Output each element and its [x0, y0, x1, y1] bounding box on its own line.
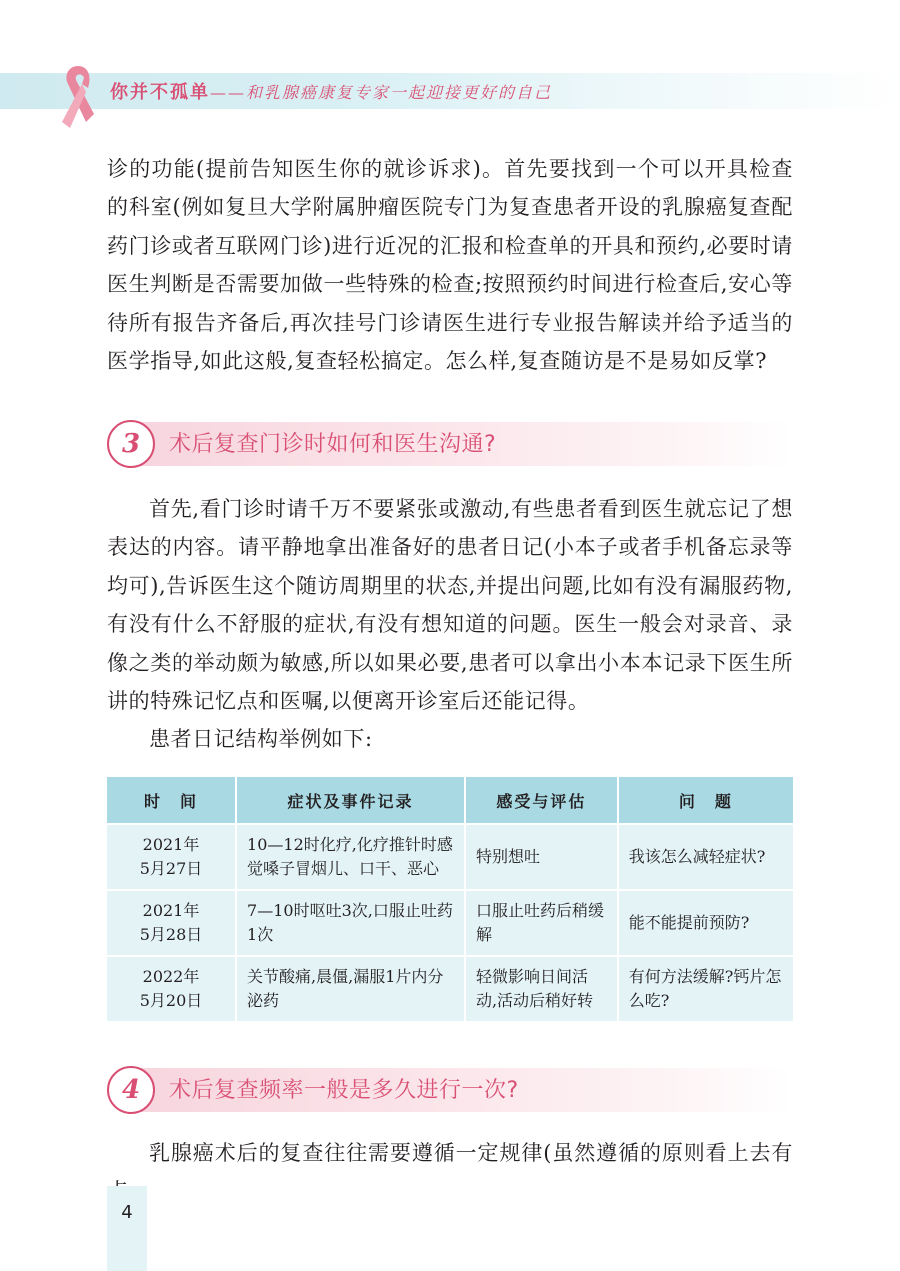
section-heading-3	[107, 420, 793, 468]
date-day: 5月27日	[139, 859, 203, 878]
cell-question: 有何方法缓解?钙片怎么吃?	[618, 956, 793, 1021]
paragraph-frequency: 乳腺癌术后的复查往往需要遵循一定规律(虽然遵循的原则看上去有	[149, 1141, 793, 1165]
table-row	[107, 890, 793, 956]
cell-feeling: 口服止吐药后稍缓解	[465, 890, 618, 956]
cell-feeling: 特别想吐	[465, 824, 618, 890]
date-day: 5月28日	[139, 925, 203, 944]
table-row	[107, 824, 793, 890]
date-year: 2021年	[142, 835, 200, 854]
running-header-title	[110, 78, 552, 104]
header-time: 时 间	[107, 777, 236, 824]
patient-diary-table	[107, 777, 793, 1021]
book-subtitle: ——和乳腺癌康复专家一起迎接更好的自己	[210, 83, 553, 102]
paragraph-communication: 首先,看门诊时请千万不要紧张或激动,有些患者看到医生就忘记了想表达的内容。请平静地拿出准备好的患者日记(小本子或者手机备忘录等均可),告诉医生这个随访周期里的状态,并提出问题,比如有没有漏服药物,有没有什么不舒服的症状,有没有想知道的问题。医生一般会对录音、录像之类的举动颇为敏感,所以如果必要,患者可以拿出小本本记录下医生所讲的特殊记忆点和医嘱,以便离开诊室后还能记得。	[107, 497, 793, 714]
date-day: 5月20日	[139, 991, 203, 1010]
section-number-badge: 3	[107, 420, 155, 468]
table-header-row	[107, 777, 793, 824]
cell-date	[107, 824, 236, 890]
section-title: 术后复查频率一般是多久进行一次?	[169, 1078, 519, 1103]
paragraph-diary-intro: 患者日记结构举例如下:	[149, 727, 373, 751]
cell-question: 能不能提前预防?	[618, 890, 793, 956]
cell-symptoms: 10—12时化疗,化疗推针时感觉嗓子冒烟儿、口干、恶心	[236, 824, 465, 890]
paragraph-continuation: 诊的功能(提前告知医生你的就诊诉求)。首先要找到一个可以开具检查的科室(例如复旦大学附属肿瘤医院专门为复查患者开设的乳腺癌复查配药门诊或者互联网门诊)进行近况的汇报和检查单的开具和预约,必要时请医生判断是否需要加做一些特殊的检查;按照预约时间进行检查后,安心等待所有报告齐备后,再次挂号门诊请医生进行专业报告解读并给予适当的医学指导,如此这般,复查轻松搞定。怎么样,复查随访是不是易如反掌?	[107, 157, 793, 374]
page-number-tab	[107, 1186, 147, 1271]
section-heading-4	[107, 1066, 793, 1114]
header-symptoms: 症状及事件记录	[236, 777, 465, 824]
cell-symptoms: 7—10时呕吐3次,口服止吐药1次	[236, 890, 465, 956]
cell-date	[107, 890, 236, 956]
header-feeling: 感受与评估	[465, 777, 618, 824]
cell-symptoms: 关节酸痛,晨僵,漏服1片内分泌药	[236, 956, 465, 1021]
header-question: 问 题	[618, 777, 793, 824]
book-title: 你并不孤单	[110, 82, 210, 103]
date-year: 2021年	[142, 901, 200, 920]
cell-date	[107, 956, 236, 1021]
section-number-badge: 4	[107, 1066, 155, 1114]
page-number: 4	[121, 1202, 133, 1223]
section-title: 术后复查门诊时如何和医生沟通?	[169, 432, 497, 457]
pink-ribbon-icon	[52, 62, 104, 128]
table-row	[107, 956, 793, 1021]
cell-feeling: 轻微影响日间活动,活动后稍好转	[465, 956, 618, 1021]
date-year: 2022年	[142, 967, 200, 986]
cell-question: 我该怎么减轻症状?	[618, 824, 793, 890]
